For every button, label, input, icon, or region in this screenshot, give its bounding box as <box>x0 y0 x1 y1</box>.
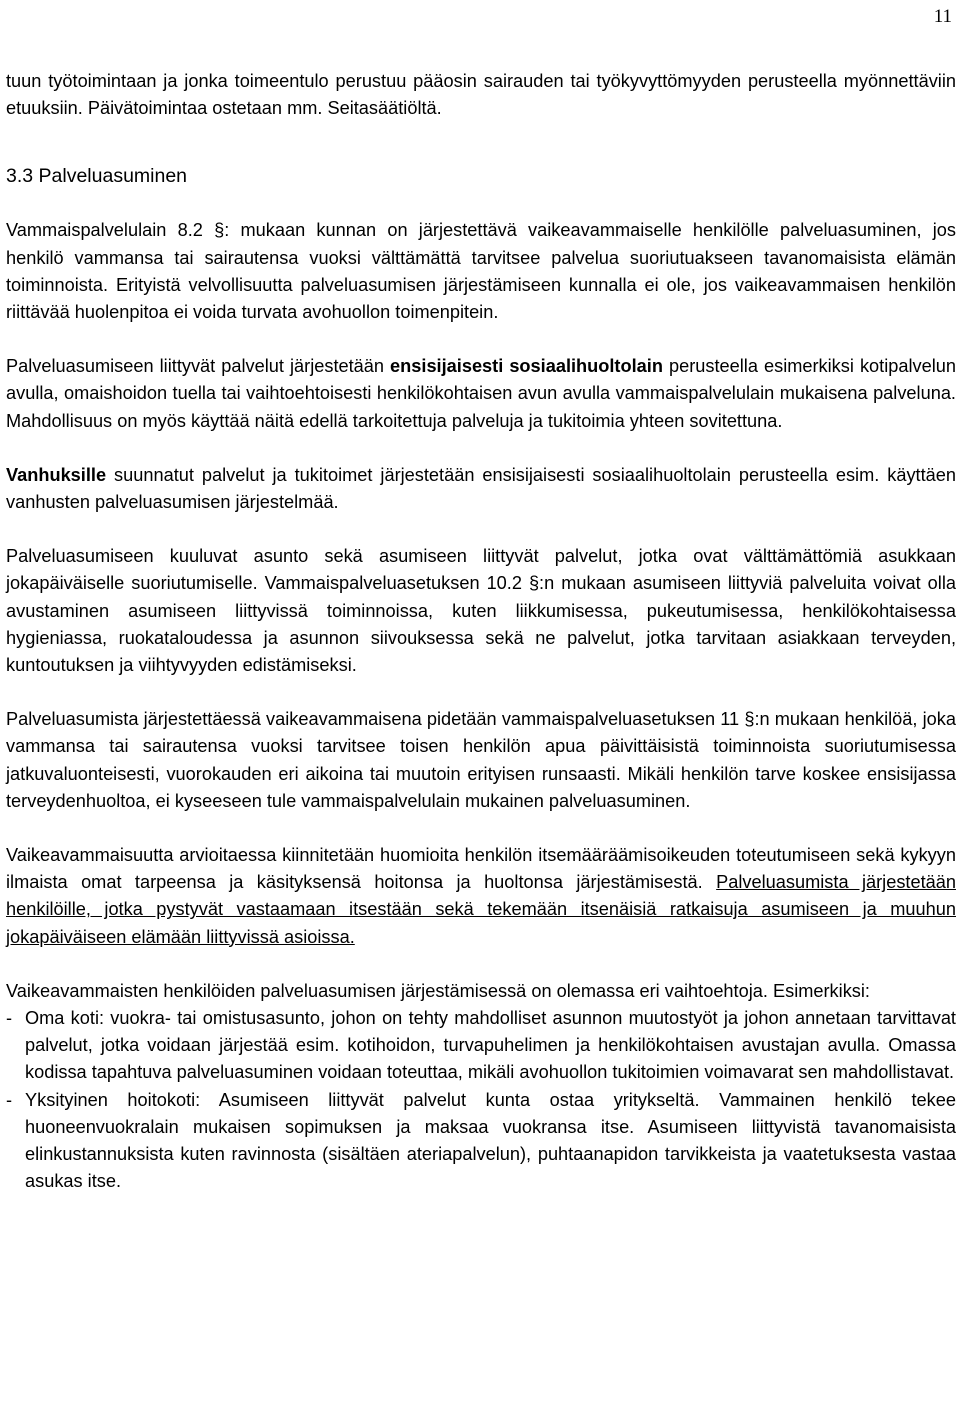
underlined-text: Palveluasumista järjestetään henkilöille, jotka pystyvät vastaamaan itsestään sekä tekemään itsenäisiä ratkaisuja asumiseen ja muuhun jokapäiväiseen elämään liittyvissä asioissa. <box>6 872 956 947</box>
list-dash: - <box>6 1008 13 1029</box>
paragraph-text: Palveluasumiseen liittyvät palvelut järjestetään <box>6 356 391 377</box>
list-item <box>6 1005 956 1087</box>
paragraph-vaikeavammaisena-pidetaan: Palveluasumista järjestettäessä vaikeavammaisena pidetään vammaispalveluasetuksen 11 §:n mukaan henkilöä, joka vammansa tai sairautensa vuoksi tarvitsee toisen henkilön apua päivittäisistä toiminnoista suoriutumisessa jatkuvaluonteisesti, vuorokauden eri aikoina tai muutoin erityisen runsaasti. Mikäli henkilön tarve koskee ensisijassa terveydenhuoltoa, ei kyseeseen tule vammaispalvelulain mukainen palveluasuminen. <box>6 709 956 811</box>
paragraph-asumiseen-kuuluvat: Palveluasumiseen kuuluvat asunto sekä asumiseen liittyvät palvelut, jotka ovat välttämättömiä asukkaan jokapäiväiselle suoriutumiselle. Vammaispalveluasetuksen 10.2 §:n mukaan asumiseen liittyviä palveluita voivat olla avustaminen asumiseen liittyvissä toiminnoissa, kuten liikkumisessa, pukeutumisessa, henkilökohtaisessa hygieniassa, ruokataloudessa ja asunnon siivouksessa sekä ne palvelut, jotka tarvitaan asiakkaan terveyden, kuntoutuksen ja viihtyvyyden edistämiseksi. <box>6 546 956 676</box>
paragraph-vaihtoehtoja: Vaikeavammaisten henkilöiden palveluasumisen järjestämisessä on olemassa eri vaihtoehtoja. Esimerkiksi: <box>6 980 870 1001</box>
list-item-text: Yksityinen hoitokoti: Asumiseen liittyvät palvelut kunta ostaa yritykseltä. Vammainen henkilö tekee huoneenvuokralain mukaisen sopimuksen ja maksaa vuokransa itse. Asumiseen liittyvistä tavanomaisista elinkustannuksista kuten ravinnosta (sisältäen ateriapalvelun), puhtaanapidon tarvikkeista ja vaatetuksesta vastaa asukas itse. <box>25 1089 956 1192</box>
list-item <box>6 1087 956 1196</box>
bold-emphasis: Vanhuksille <box>6 464 107 485</box>
list-item-text: Oma koti: vuokra- tai omistusasunto, johon on tehty mahdolliset asunnon muutostyöt ja johon annetaan tarvittavat palvelut, jotka voidaan järjestää esim. kotihoidon, turvapuhelimen ja henkilökohtaisen avustajan avulla. Omassa kodissa tapahtuva palveluasuminen voidaan toteuttaa, mikäli avohuollon tukitoimien voimavarat sen mahdollistavat. <box>25 1008 956 1083</box>
document-body <box>6 68 956 1196</box>
section-heading: 3.3 Palveluasuminen <box>6 165 188 188</box>
paragraph-vammaispalvelulaki: Vammaispalvelulain 8.2 §: mukaan kunnan on järjestettävä vaikeavammaiselle henkilölle palveluasuminen, jos henkilö vammansa tai sairautensa vuoksi välttämättä tarvitsee palvelua suoriutuakseen tavanomaisista elämän toiminnoista. Erityistä velvollisuutta palveluasumisen järjestämiseen kunnalla ei ole, jos vaikeavammaisen henkilön riittävää huolenpitoa ei voida turvata avohuollon toimenpitein. <box>6 220 956 323</box>
list-dash: - <box>6 1089 13 1110</box>
bold-emphasis: ensisijaisesti sosiaalihuoltolain <box>390 356 663 377</box>
paragraph-vanhuksille <box>6 462 956 516</box>
examples-list <box>6 1005 956 1195</box>
paragraph-palvelut-jarjestetaan <box>6 353 956 435</box>
page-number: 11 <box>933 6 952 27</box>
paragraph-text: suunnatut palvelut ja tukitoimet järjestetään ensisijaisesti sosiaalihuoltolain perusteella esim. käyttäen vanhusten palveluasumisen järjestelmää. <box>6 464 956 513</box>
paragraph-arvioitaessa <box>6 842 956 951</box>
intro-paragraph: tuun työtoimintaan ja jonka toimeentulo perustuu pääosin sairauden tai työkyvyttömyyden perusteella myönnettäviin etuuksiin. Päivätoimintaa ostetaan mm. Seitasäätiöltä. <box>6 71 956 119</box>
paragraph-text: Vaikeavammaisuutta arvioitaessa kiinnitetään huomioita henkilön itsemääräämisoikeuden toteutumiseen sekä kykyyn ilmaista omat tarpeensa ja käsityksensä hoitonsa ja huoltonsa järjestämisestä. <box>6 845 956 893</box>
paragraph-text: perusteella esimerkiksi kotipalvelun avulla, omaishoidon tuella tai vaihtoehtoisesti henkilökohtaisen avun avulla vammaispalvelulain mukaisena palveluna. Mahdollisuus on myös käyttää näitä edellä tarkoitettuja palveluja ja tukitoimia yhteen sovitettuna. <box>6 356 956 431</box>
